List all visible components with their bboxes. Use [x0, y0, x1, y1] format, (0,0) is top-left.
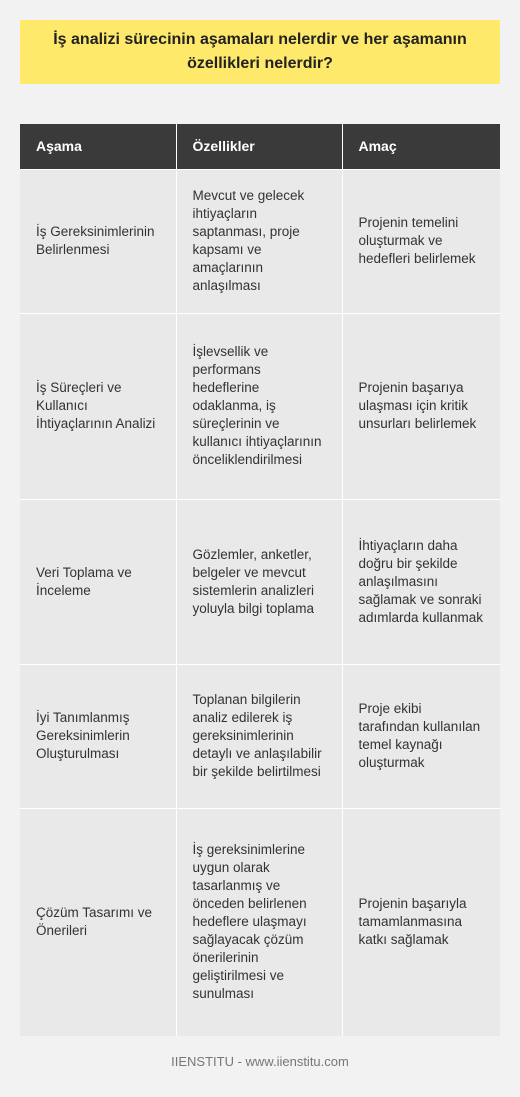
- features-cell: Gözlemler, anketler, belgeler ve mevcut sistemlerin analizleri yoluyla bilgi toplama: [176, 499, 342, 664]
- table-row: [20, 664, 500, 808]
- table-row: [20, 313, 500, 499]
- stages-table: [20, 124, 500, 1036]
- stage-cell: İyi Tanımlanmış Gereksinimlerin Oluşturulması: [20, 664, 176, 808]
- table-row: [20, 169, 500, 313]
- purpose-cell: Proje ekibi tarafından kullanılan temel kaynağı oluşturmak: [342, 664, 500, 808]
- features-cell: İş gereksinimlerine uygun olarak tasarlanmış ve önceden belirlenen hedeflere ulaşmayı sağlayacak çözüm önerilerinin geliştirilmesi ve sunulması: [176, 808, 342, 1036]
- table-header-row: [20, 124, 500, 169]
- stage-cell: Veri Toplama ve İnceleme: [20, 499, 176, 664]
- footer-credit: IIENSTITU - www.iienstitu.com: [171, 1054, 349, 1069]
- column-header-stage: Aşama: [20, 124, 176, 169]
- purpose-cell: Projenin başarıya ulaşması için kritik unsurları belirlemek: [342, 313, 500, 499]
- stage-cell: Çözüm Tasarımı ve Önerileri: [20, 808, 176, 1036]
- table-row: [20, 808, 500, 1036]
- purpose-cell: Projenin temelini oluşturmak ve hedefleri belirlemek: [342, 169, 500, 313]
- stage-cell: İş Süreçleri ve Kullanıcı İhtiyaçlarının Analizi: [20, 313, 176, 499]
- features-cell: Mevcut ve gelecek ihtiyaçların saptanması, proje kapsamı ve amaçlarının anlaşılması: [176, 169, 342, 313]
- purpose-cell: Projenin başarıyla tamamlanmasına katkı sağlamak: [342, 808, 500, 1036]
- features-cell: Toplanan bilgilerin analiz edilerek iş gereksinimlerinin detaylı ve anlaşılabilir bir şekilde belirtilmesi: [176, 664, 342, 808]
- page-title: İş analizi sürecinin aşamaları nelerdir ve her aşamanın özellikleri nelerdir?: [20, 20, 500, 84]
- purpose-cell: İhtiyaçların daha doğru bir şekilde anlaşılmasını sağlamak ve sonraki adımlarda kullanmak: [342, 499, 500, 664]
- stage-cell: İş Gereksinimlerinin Belirlenmesi: [20, 169, 176, 313]
- column-header-features: Özellikler: [176, 124, 342, 169]
- features-cell: İşlevsellik ve performans hedeflerine odaklanma, iş süreçlerinin ve kullanıcı ihtiyaçlarının önceliklendirilmesi: [176, 313, 342, 499]
- column-header-purpose: Amaç: [342, 124, 500, 169]
- table-row: [20, 499, 500, 664]
